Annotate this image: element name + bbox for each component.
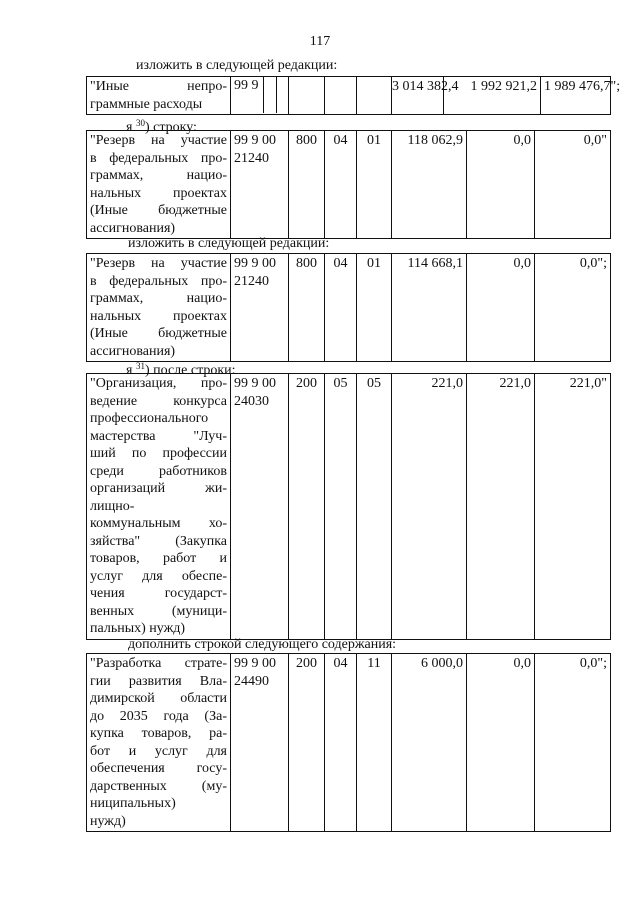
- caption-footnote: 31: [135, 361, 145, 371]
- caption-edit-2: изложить в следующей редакции:: [128, 236, 330, 251]
- caption-add-row: дополнить строкой следующего содержания:: [128, 637, 397, 652]
- row-sum-3: 0,0";: [535, 654, 611, 832]
- row-name-line: мастерства "Луч-: [90, 428, 227, 444]
- row-code-line: 21240: [234, 150, 269, 166]
- row-sum-1: 221,0: [392, 374, 467, 640]
- row-sum-2: 0,0: [467, 254, 535, 362]
- caption-suffix: ) строку:: [144, 120, 197, 135]
- row-vr: 800: [289, 254, 325, 362]
- row-name-line: (Иные бюджетные: [90, 203, 227, 218]
- table-row: [87, 131, 611, 239]
- row-rz: 04: [325, 131, 357, 239]
- table-row: [87, 374, 611, 640]
- row-name-line: "Организация, про-: [90, 376, 227, 391]
- row-code-line: 99 9 00: [234, 256, 276, 271]
- row-vr: 200: [289, 374, 325, 640]
- row-name-line: "Резерв на участие: [90, 256, 227, 271]
- row-name-line: граммные расходы: [90, 96, 203, 112]
- row-name-cell: [87, 77, 231, 115]
- row-code: 99 9: [231, 77, 264, 113]
- table-block-1: [86, 76, 621, 115]
- row-sum-1: 6 000,0: [392, 654, 467, 832]
- table-row: [87, 254, 611, 362]
- row-vr: 200: [289, 654, 325, 832]
- row-name-line: купка товаров, ра-: [90, 726, 227, 741]
- row-name-line: бот и услуг для: [90, 743, 227, 759]
- row-sum-2: 221,0: [467, 374, 535, 640]
- row-name-line: граммах, нацио-: [90, 291, 227, 306]
- caption-edit-1: изложить в следующей редакции:: [136, 58, 338, 73]
- row-rz: [325, 77, 357, 115]
- row-sum-2: 0,0: [467, 654, 535, 832]
- row-name-line: ассигнования): [90, 343, 176, 359]
- row-sum-2: 0,0: [467, 131, 535, 239]
- row-sum-1: 114 668,1: [392, 254, 467, 362]
- row-code-cell: [231, 77, 289, 115]
- row-name-line: до 2035 года (За-: [90, 708, 227, 724]
- row-name-line: нальных проектах: [90, 185, 227, 201]
- row-name-line: гии развития Вла-: [90, 673, 227, 689]
- row-name-line: "Разработка страте-: [90, 656, 227, 671]
- row-name-line: среди работников: [90, 463, 227, 479]
- page-number: 117: [309, 34, 331, 49]
- row-code-cell: [231, 131, 289, 239]
- row-name-line: лищно-: [90, 498, 135, 514]
- row-name-line: чения государст-: [90, 586, 227, 601]
- caption-prefix: я: [126, 363, 133, 378]
- row-name-line: пальных) нужд): [90, 621, 186, 636]
- row-name-line: дарственных (му-: [90, 778, 227, 794]
- row-pr: [357, 77, 392, 115]
- row-vr: [289, 77, 325, 115]
- table-block-4: [86, 373, 611, 640]
- table-block-2: [86, 130, 611, 239]
- row-code-line: 99 9 00: [234, 656, 276, 671]
- caption-prefix: я: [126, 120, 133, 135]
- row-sum-1: 118 062,9: [392, 131, 467, 239]
- row-pr: 05: [357, 374, 392, 640]
- row-pr: 01: [357, 254, 392, 362]
- row-vr: 800: [289, 131, 325, 239]
- row-name-line: коммунальным хо-: [90, 516, 227, 531]
- row-rz: 05: [325, 374, 357, 640]
- row-name-cell: [87, 654, 231, 832]
- row-name-cell: [87, 131, 231, 239]
- row-code-line: 24490: [234, 673, 269, 689]
- caption-suffix: ) после строки:: [144, 363, 236, 378]
- caption-footnote: 30: [135, 118, 145, 128]
- row-name-line: граммах, нацио-: [90, 168, 227, 183]
- row-pr: 11: [357, 654, 392, 832]
- row-sum-3: 221,0": [535, 374, 611, 640]
- table-block-3: [86, 253, 611, 362]
- row-name-line: в федеральных про-: [90, 273, 227, 289]
- row-name-line: ниципальных): [90, 796, 176, 811]
- row-sum-3: 1 989 476,7";: [541, 77, 611, 115]
- row-name-line: димирской области: [90, 691, 227, 706]
- row-code-cell: [231, 254, 289, 362]
- row-name-line: товаров, работ и: [90, 551, 227, 566]
- row-sum-3: 0,0";: [535, 254, 611, 362]
- table-row: [87, 654, 611, 832]
- row-pr: 01: [357, 131, 392, 239]
- row-name-line: "Иные непро-: [90, 79, 227, 94]
- row-rz: 04: [325, 654, 357, 832]
- row-name-line: (Иные бюджетные: [90, 326, 227, 341]
- row-name-cell: [87, 254, 231, 362]
- table-row: [87, 77, 611, 115]
- row-name-line: услуг для обеспе-: [90, 568, 227, 584]
- row-name-line: нальных проектах: [90, 308, 227, 324]
- row-sum-1: 3 014 382,4: [392, 77, 444, 115]
- row-name-line: нужд): [90, 813, 126, 829]
- row-name-line: ведение конкурса: [90, 393, 227, 409]
- row-name-line: зяйства" (Закупка: [90, 533, 227, 549]
- row-name-line: организаций жи-: [90, 481, 227, 496]
- row-name-line: ший по профессии: [90, 446, 227, 461]
- row-sum-2: 1 992 921,2: [444, 77, 541, 115]
- row-name-line: в федеральных про-: [90, 150, 227, 166]
- row-name-line: "Резерв на участие: [90, 133, 227, 148]
- row-name-cell: [87, 374, 231, 640]
- row-code-line: 99 9 00: [234, 376, 276, 391]
- row-name-line: ассигнования): [90, 220, 176, 236]
- row-rz: 04: [325, 254, 357, 362]
- row-name-line: венных (муници-: [90, 603, 227, 619]
- row-name-line: профессионального: [90, 411, 209, 426]
- row-code-cell: [231, 654, 289, 832]
- row-code-line: 21240: [234, 273, 269, 289]
- row-code-line: 24030: [234, 393, 269, 409]
- row-sum-3: 0,0": [535, 131, 611, 239]
- row-name-line: обеспечения госу-: [90, 761, 227, 776]
- table-block-5: [86, 653, 611, 832]
- row-code-line: 99 9 00: [234, 133, 276, 148]
- row-code-cell: [231, 374, 289, 640]
